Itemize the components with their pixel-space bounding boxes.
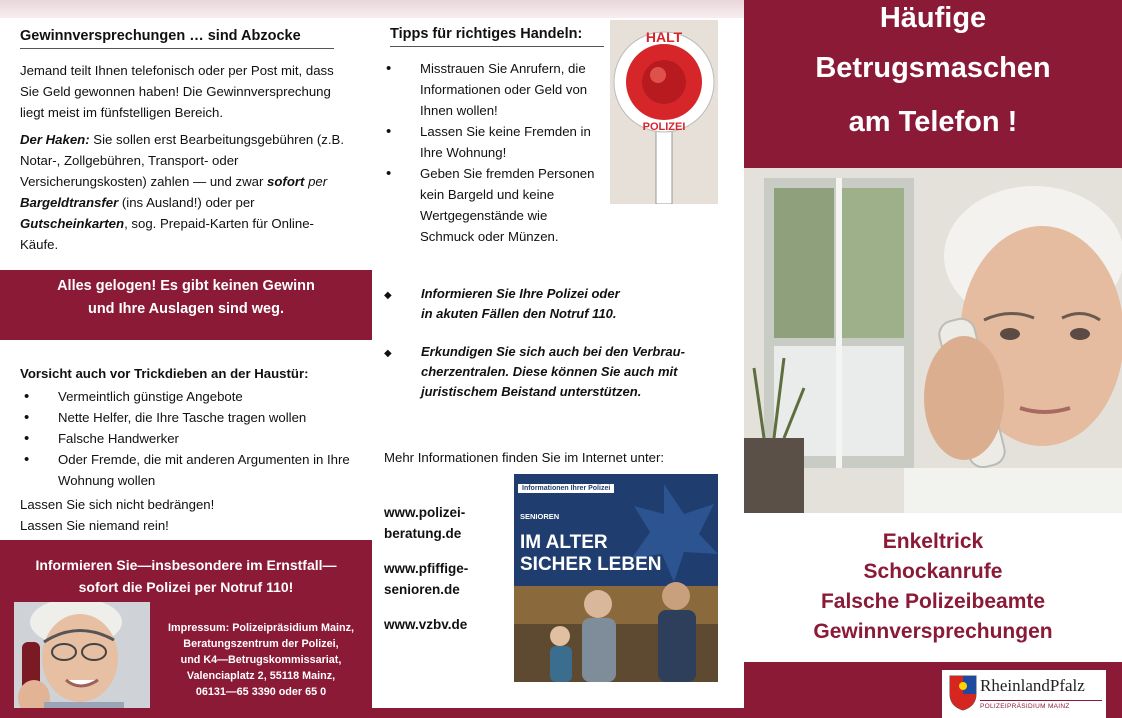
senior-woman-photo — [744, 168, 1122, 513]
sign-halt-text: HALT — [645, 29, 683, 45]
list-item: • Oder Fremde, die mit anderen Argumenten in Ihre Wohnung wollen — [20, 449, 350, 491]
stop-sign-photo — [610, 20, 718, 204]
tips-list — [382, 58, 604, 247]
link-text[interactable]: www.pfiffige- — [384, 561, 469, 576]
left-panel — [0, 0, 372, 718]
rlp-logo — [942, 670, 1106, 718]
senior-phone-photo — [14, 602, 150, 718]
topic-enkeltrick: Enkeltrick — [882, 530, 984, 553]
booklet-title-line: IM ALTER — [520, 532, 608, 553]
list-item: • Geben Sie fremden Personen kein Bargeld und keine Wertgegenstände wie Schmuck oder Münzen. — [382, 163, 604, 247]
main-title-line-2: Betrugsmaschen — [815, 52, 1051, 84]
warning-line-1: Alles gelogen! Es gibt keinen Gewinn — [57, 278, 315, 294]
link-vzbv[interactable] — [384, 614, 467, 635]
list-item: • Misstrauen Sie Anrufern, die Informationen oder Geld von Ihnen wollen! — [382, 58, 604, 121]
topic-gewinnversprechungen: Gewinnversprechungen — [813, 620, 1053, 643]
section-title-gewinn: Gewinnversprechungen … sind Abzocke — [20, 28, 334, 44]
top-strip — [0, 0, 372, 18]
impressum-line: 06131—65 3390 oder 65 0 — [195, 686, 327, 698]
diamond-line: cherzentralen. Diese können Sie auch mit — [421, 364, 678, 379]
diamond-line: in akuten Fällen den Notruf 110. — [421, 306, 617, 321]
haken-label: Der Haken: — [20, 132, 90, 147]
emergency-line-1: Informieren Sie—insbesondere im Ernstfall— — [35, 557, 337, 573]
bottom-strip — [0, 708, 372, 718]
link-pfiffige-senioren[interactable] — [384, 558, 468, 600]
booklet-title-line: SICHER LEBEN — [520, 554, 662, 575]
booklet-header: Informationen Ihrer Polizei — [518, 484, 614, 493]
haken-sofort: sofort — [267, 174, 305, 189]
topic-schockanrufe: Schockanrufe — [863, 560, 1003, 583]
impressum-line: Valenciaplatz 2, 55118 Mainz, — [186, 670, 336, 682]
main-title-line-3: am Telefon ! — [848, 106, 1018, 138]
topic-falsche-polizeibeamte: Falsche Polizeibeamte — [820, 590, 1046, 613]
warning-line-2: und Ihre Auslagen sind weg. — [87, 301, 285, 317]
diamond-line: juristischem Beistand unterstützen. — [421, 384, 642, 399]
link-text[interactable]: senioren.de — [384, 582, 460, 597]
link-text[interactable]: beratung.de — [384, 526, 462, 541]
haken-per: per — [304, 174, 328, 189]
gewinn-text — [20, 60, 346, 261]
list-item: • Vermeintlich günstige Angebote — [20, 386, 350, 407]
link-text[interactable]: www.vzbv.de — [384, 617, 468, 632]
booklet-illustration — [514, 474, 718, 682]
senior-woman-illustration — [744, 168, 1122, 513]
title-box — [744, 0, 1122, 168]
warning-band — [0, 270, 372, 340]
middle-panel — [372, 0, 744, 718]
right-panel — [744, 0, 1122, 718]
trick-list — [20, 386, 350, 491]
more-info-text: Mehr Informationen finden Sie im Internet unter: — [384, 450, 665, 465]
diamond-bullet-icon: ◆ — [384, 290, 392, 301]
bottom-strip — [372, 708, 744, 718]
diamond-line: Informieren Sie Ihre Polizei oder — [421, 286, 620, 301]
main-title-line-1: Häufige — [879, 2, 987, 34]
booklet-title — [520, 532, 661, 576]
rlp-logo-text: RheinlandPfalz — [980, 676, 1085, 695]
impressum-line: Impressum: Polizeipräsidium Mainz, — [168, 622, 354, 634]
emergency-line-2: sofort die Polizei per Notruf 110! — [78, 579, 294, 595]
list-item: • Lassen Sie keine Fremden in Ihre Wohnung! — [382, 121, 604, 163]
section-title-tipps: Tipps für richtiges Handeln: — [390, 26, 604, 42]
haken-text-2: (ins Ausland!) oder per — [118, 195, 255, 210]
impressum-line: Beratungszentrum der Polizei, — [183, 638, 339, 650]
haken-text-1: Sie sollen erst Bearbeitungsgebühren (z.B. Notar-, Zollgebühren, Transport- oder Versicherungskosten) zahlen — und zwar — [20, 132, 345, 189]
impressum — [158, 620, 364, 700]
closing-line-2: Lassen Sie niemand rein! — [20, 518, 169, 533]
diamond-bullet-icon: ◆ — [384, 348, 392, 359]
booklet-tag: SENIOREN — [520, 512, 560, 521]
haken-text-3: , sog. Prepaid-Karten für Online-Käufe. — [20, 216, 314, 252]
trick-title: Vorsicht auch vor Trickdieben an der Haustür: — [20, 366, 309, 381]
top-strip — [372, 0, 744, 18]
haken-bargeld: Bargeldtransfer — [20, 195, 119, 210]
haken-paragraph — [20, 129, 346, 255]
link-text[interactable]: www.polizei- — [384, 505, 466, 520]
list-item: • Falsche Handwerker — [20, 428, 350, 449]
stop-sign-illustration — [610, 20, 718, 204]
diamond-item-polizei — [384, 284, 724, 324]
closing-line-1: Lassen Sie sich nicht bedrängen! — [20, 497, 215, 512]
diamond-line: Erkundigen Sie sich auch bei den Verbrau- — [421, 344, 685, 359]
haken-gutschein: Gutscheinkarten — [20, 216, 125, 231]
rlp-logo-subtitle: POLIZEIPRÄSIDIUM MAINZ — [980, 700, 1102, 710]
coat-of-arms-icon — [948, 674, 978, 712]
booklet-cover — [514, 474, 718, 682]
link-polizei-beratung[interactable] — [384, 502, 465, 544]
closing-text — [20, 494, 350, 536]
diamond-item-verbraucher — [384, 342, 724, 402]
intro-paragraph: Jemand teilt Ihnen telefonisch oder per Post mit, dass Sie Geld gewonnen haben! Die Gewinnversprechung liegt meist im fünfstelligen Bereich. — [20, 63, 334, 120]
list-item: • Nette Helfer, die Ihre Tasche tragen wollen — [20, 407, 350, 428]
senior-phone-illustration — [14, 602, 150, 718]
impressum-line: und K4—Betrugskommissariat, — [180, 654, 342, 666]
sign-polizei-text: POLIZEI — [642, 121, 686, 133]
